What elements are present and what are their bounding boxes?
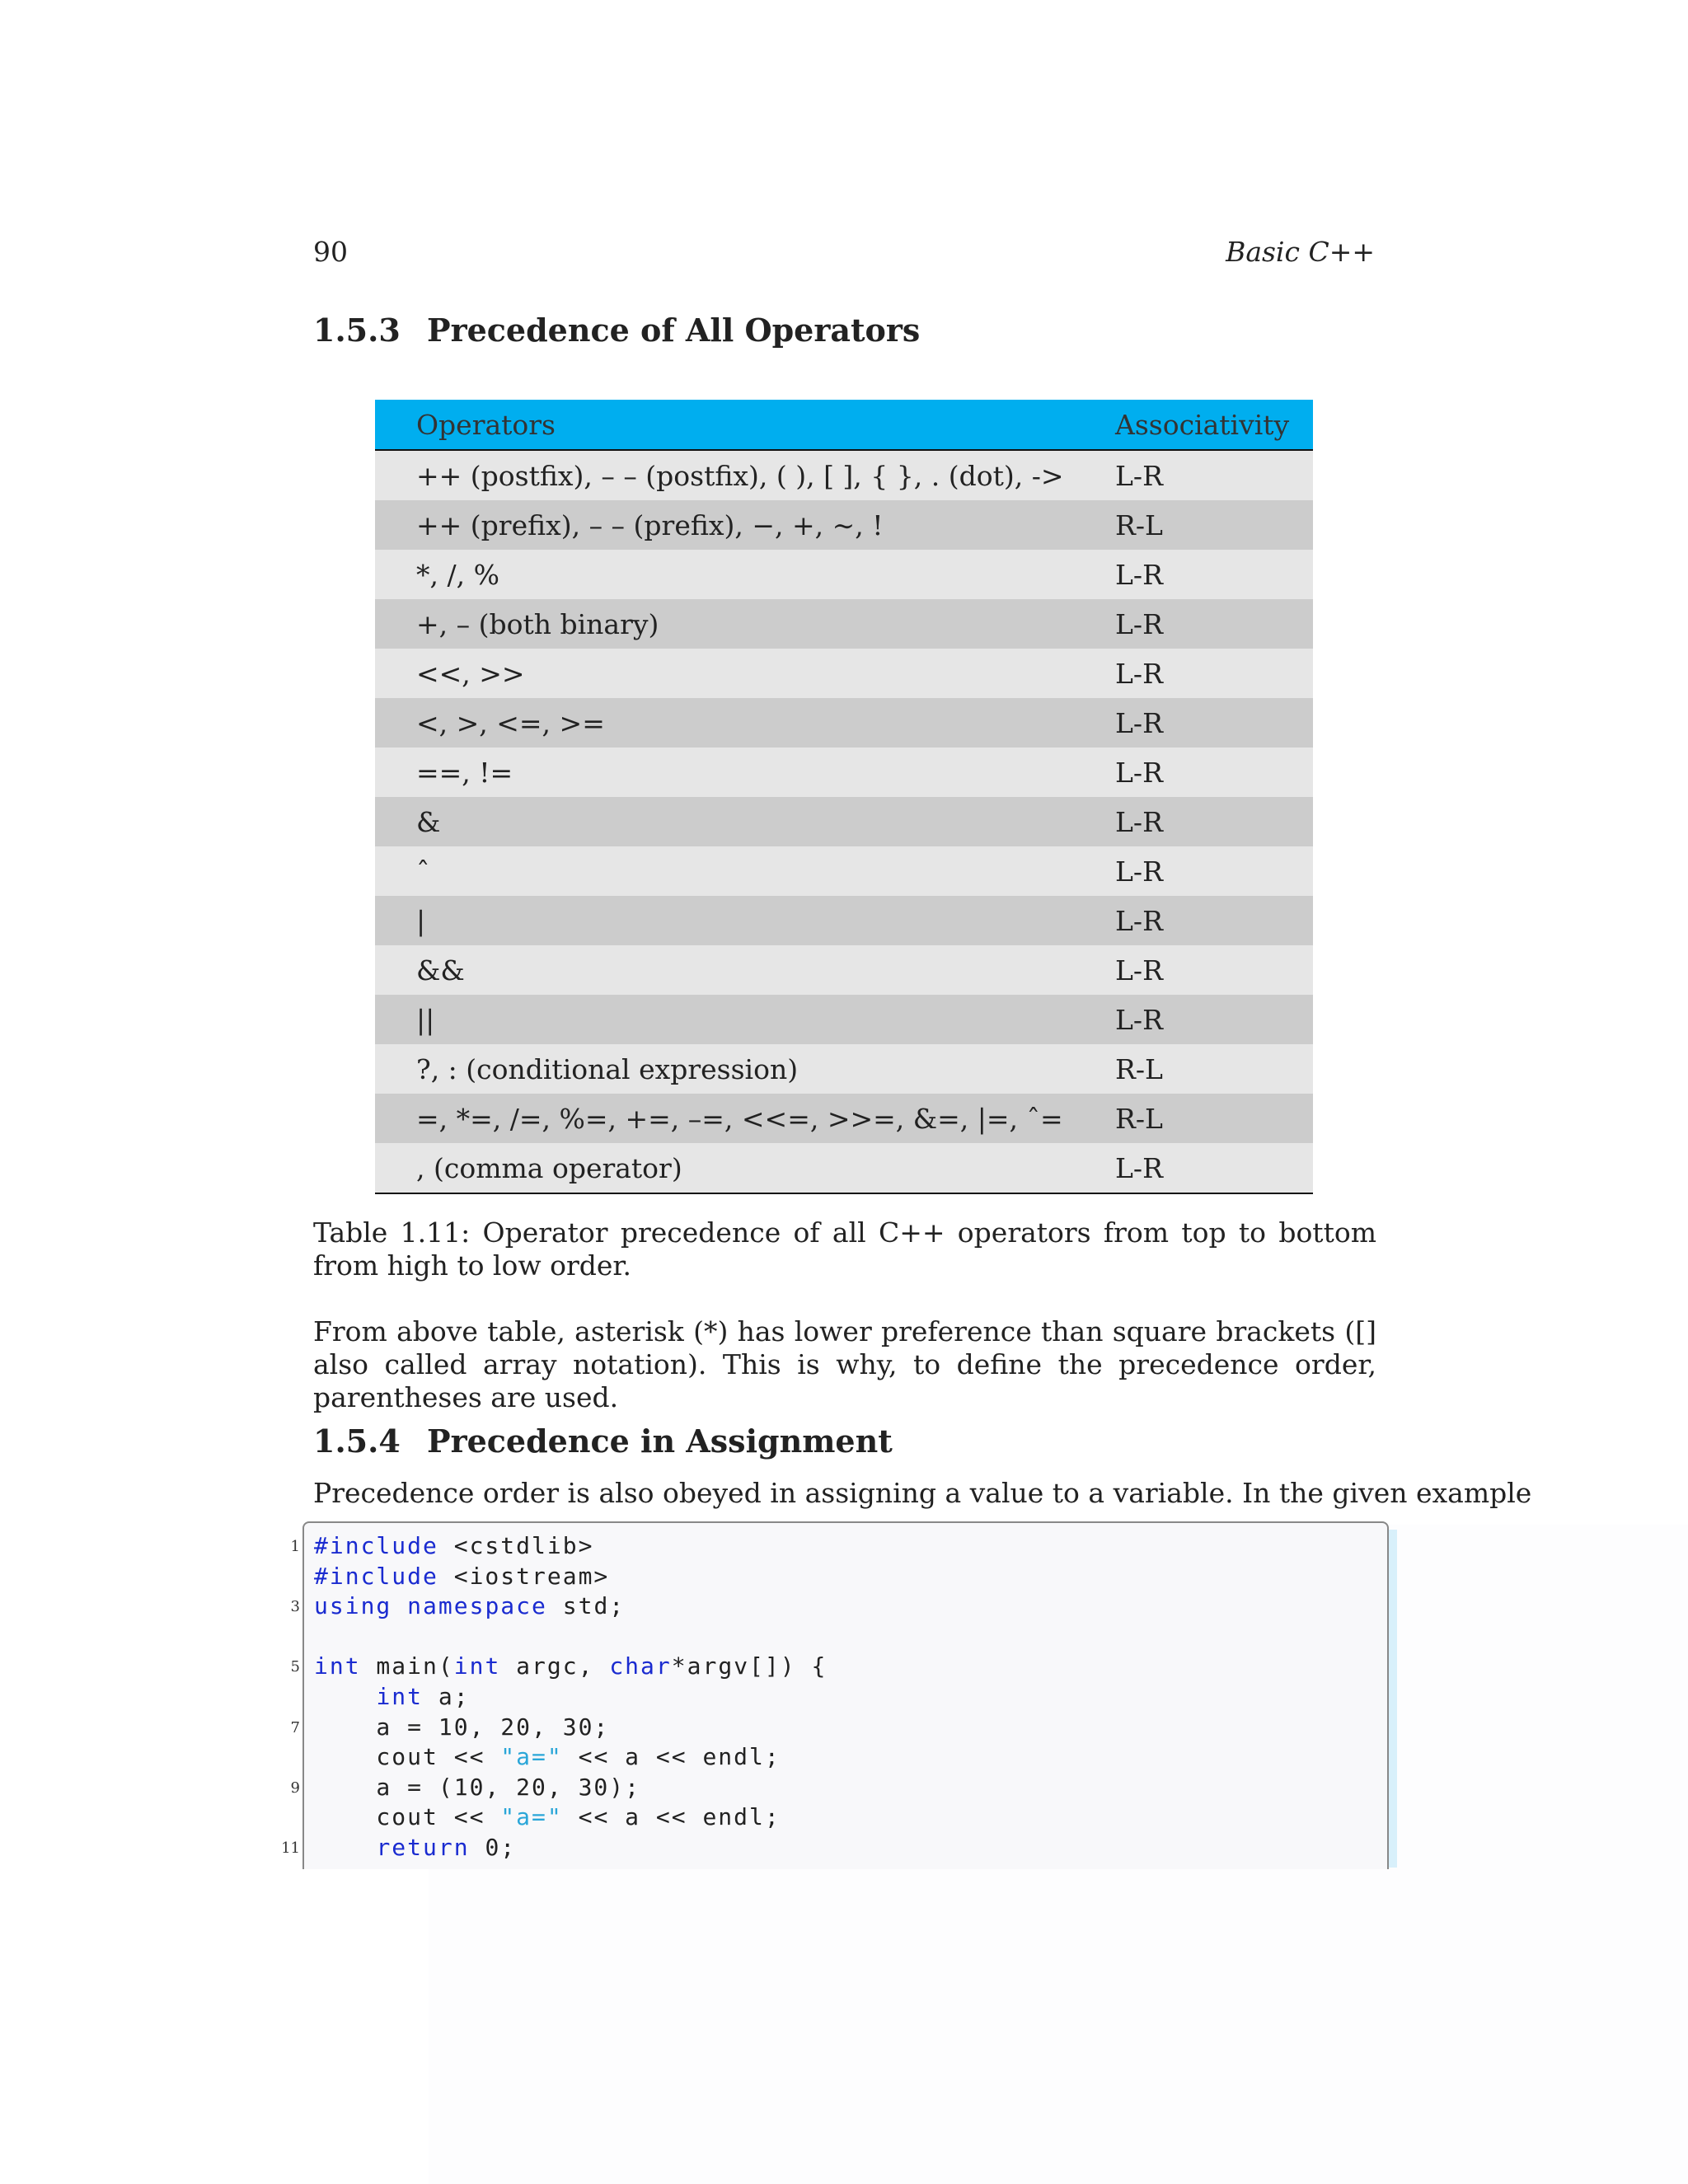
code-line: #include <cstdlib> (314, 1532, 594, 1559)
table-row (375, 550, 1313, 599)
operators-cell: ?, : (conditional expression) (375, 1044, 1115, 1094)
paragraph-precedence-note: From above table, asterisk (*) has lower preference than square brackets ([] also called array notation). This is why, to define the precedence order, parentheses are used. (313, 1315, 1376, 1413)
table-row (375, 698, 1313, 748)
column-header-operators: Operators (375, 400, 1115, 450)
section-heading-1-5-3 (313, 312, 920, 349)
line-number: 7 (290, 1718, 300, 1736)
section-title: Precedence of All Operators (427, 312, 921, 349)
table-row (375, 797, 1313, 846)
operators-cell: ++ (prefix), – – (prefix), −, +, ∼, ! (375, 500, 1115, 550)
paragraph-assignment-intro: Precedence order is also obeyed in assigning a value to a variable. In the given example (313, 1477, 1532, 1509)
section-number: 1.5.3 (313, 312, 401, 349)
running-title: Basic C++ (1226, 236, 1375, 268)
associativity-cell: L-R (1115, 649, 1313, 698)
operator-precedence-table (375, 400, 1313, 1194)
table-row (375, 846, 1313, 896)
associativity-cell: L-R (1115, 1143, 1313, 1193)
code-line (314, 1622, 827, 1652)
operators-cell: <<, >> (375, 649, 1115, 698)
operators-cell: =, *=, /=, %=, +=, –=, <<=, >>=, &=, |=, ˆ= (375, 1094, 1115, 1143)
operators-cell: ˆ (375, 846, 1115, 896)
associativity-cell: L-R (1115, 896, 1313, 945)
table-row (375, 1143, 1313, 1193)
table-row (375, 500, 1313, 550)
line-number: 1 (290, 1538, 300, 1555)
line-number: 5 (290, 1658, 300, 1676)
operators-cell: && (375, 945, 1115, 995)
line-number: 9 (290, 1779, 300, 1797)
associativity-cell: R-L (1115, 1044, 1313, 1094)
associativity-cell: R-L (1115, 1094, 1313, 1143)
code-lines (314, 1531, 827, 1863)
operators-cell: ==, != (375, 748, 1115, 797)
associativity-cell: L-R (1115, 748, 1313, 797)
associativity-cell: L-R (1115, 797, 1313, 846)
table-row (375, 450, 1313, 500)
line-number: 3 (290, 1598, 300, 1616)
table-row (375, 995, 1313, 1044)
code-line: int main(int argc, char*argv[]) { (314, 1652, 828, 1680)
table-row (375, 945, 1313, 995)
section-title: Precedence in Assignment (427, 1422, 893, 1460)
code-line: #include <iostream> (314, 1562, 610, 1590)
table-row (375, 1044, 1313, 1094)
table-row (375, 649, 1313, 698)
table-row (375, 1094, 1313, 1143)
associativity-cell: L-R (1115, 599, 1313, 649)
table-row (375, 599, 1313, 649)
line-number: 11 (281, 1840, 300, 1857)
associativity-cell: L-R (1115, 550, 1313, 599)
code-line: a = (10, 20, 30); (314, 1773, 641, 1801)
associativity-cell: L-R (1115, 846, 1313, 896)
code-line: cout << "a=" << a << endl; (314, 1743, 781, 1771)
operators-cell: , (comma operator) (375, 1143, 1115, 1193)
section-number: 1.5.4 (313, 1422, 401, 1460)
table-row (375, 748, 1313, 797)
code-line: cout << "a=" << a << endl; (314, 1803, 781, 1831)
page-number: 90 (313, 236, 348, 268)
code-line: int a; (376, 1682, 470, 1710)
table-row (375, 896, 1313, 945)
operators-cell: +, – (both binary) (375, 599, 1115, 649)
operators-cell: & (375, 797, 1115, 846)
table-caption: Table 1.11: Operator precedence of all C++ operators from top to bottom from high to low order. (313, 1216, 1376, 1282)
associativity-cell: R-L (1115, 500, 1313, 550)
operators-cell: *, /, % (375, 550, 1115, 599)
table-header-row (375, 400, 1313, 450)
operators-cell: ++ (postfix), – – (postfix), ( ), [ ], { }, . (dot), -> (375, 450, 1115, 500)
code-line: return 0; (376, 1833, 517, 1861)
associativity-cell: L-R (1115, 698, 1313, 748)
operators-cell: <, >, <=, >= (375, 698, 1115, 748)
code-line: using namespace std; (314, 1592, 626, 1620)
operators-cell: | (375, 896, 1115, 945)
section-heading-1-5-4 (313, 1422, 893, 1460)
associativity-cell: L-R (1115, 995, 1313, 1044)
table-body (375, 450, 1313, 1193)
column-header-associativity: Associativity (1115, 400, 1313, 450)
code-line: a = 10, 20, 30; (314, 1713, 610, 1741)
associativity-cell: L-R (1115, 450, 1313, 500)
associativity-cell: L-R (1115, 945, 1313, 995)
code-listing (302, 1521, 1389, 1869)
operators-cell: || (375, 995, 1115, 1044)
